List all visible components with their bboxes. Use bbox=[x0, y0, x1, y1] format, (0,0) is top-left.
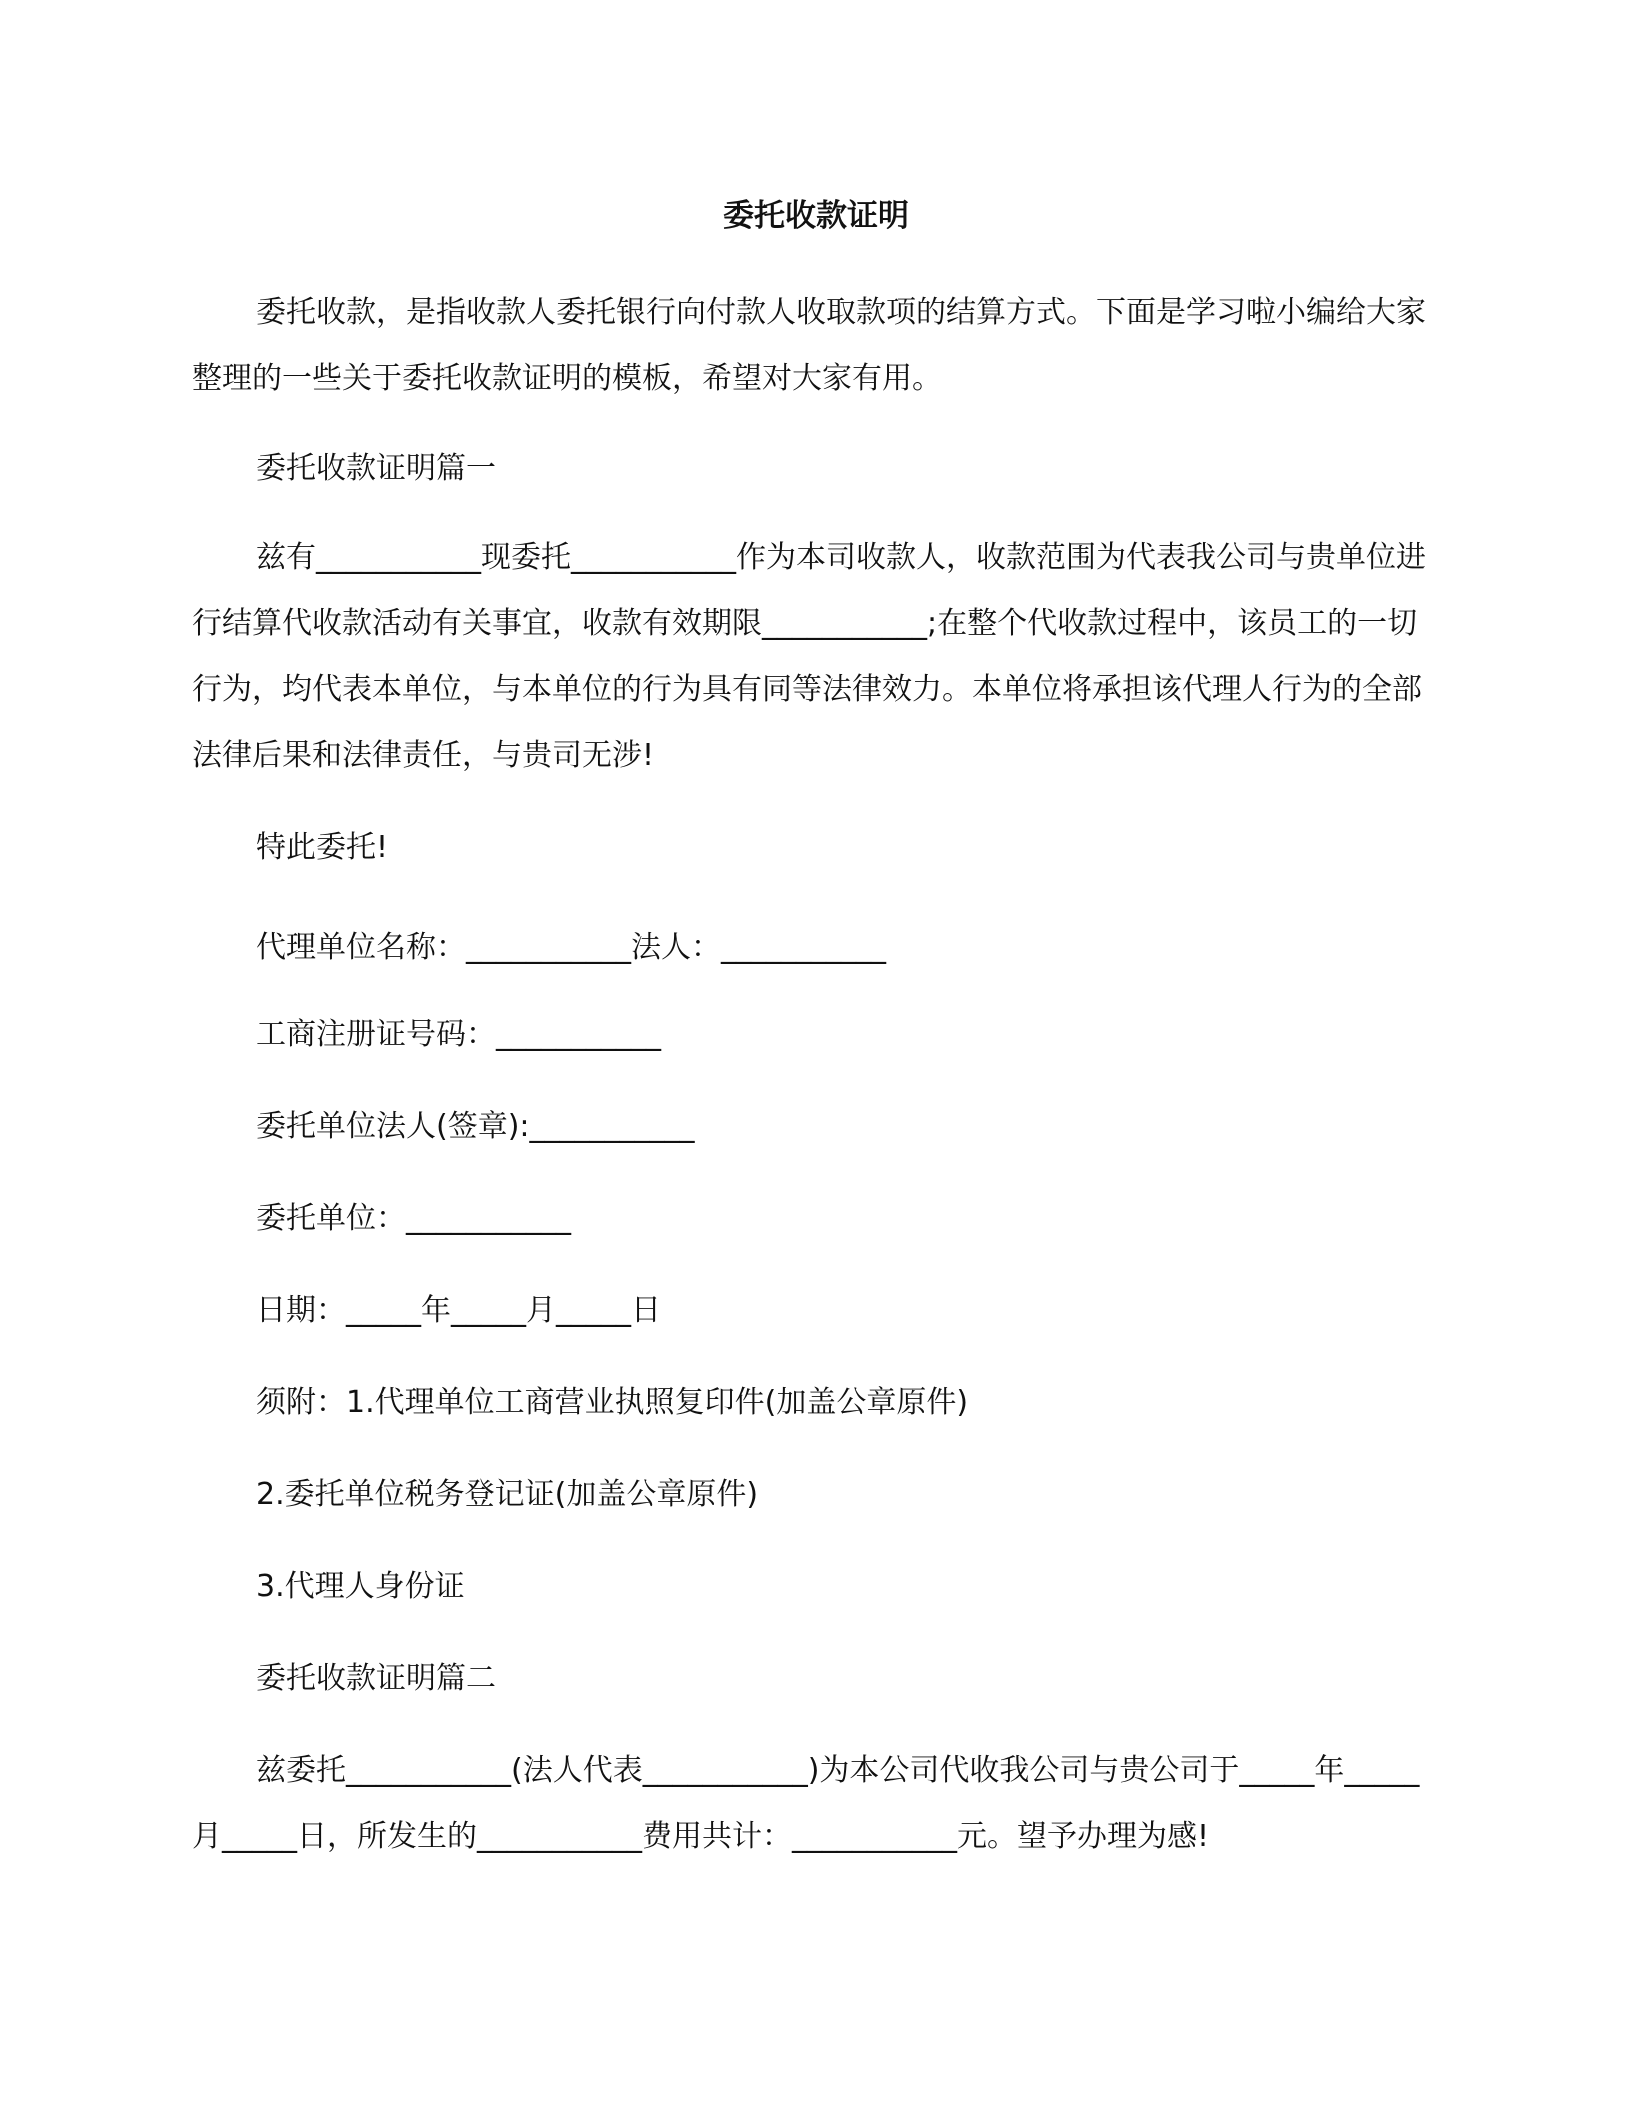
intro-paragraph: 委托收款，是指收款人委托银行向付款人收取款项的结算方式。下面是学习啦小编给大家整理的一些关于委托收款证明的模板，希望对大家有用。 bbox=[192, 295, 1426, 396]
section1-closing: 特此委托! bbox=[256, 830, 389, 865]
section2-heading: 委托收款证明篇二 bbox=[256, 1661, 496, 1696]
principal-legal-line: 委托单位法人(签章):___________ bbox=[256, 1109, 695, 1144]
attachment-2: 2.委托单位税务登记证(加盖公章原件) bbox=[256, 1477, 759, 1512]
section1-heading: 委托收款证明篇一 bbox=[256, 451, 496, 486]
document-title: 委托收款证明 bbox=[723, 198, 909, 234]
section2-body: 兹委托___________(法人代表___________)为本公司代收我公司与贵公司于_____年_____月_____日，所发生的___________费用共计：___________元。望予办理为感! bbox=[192, 1753, 1420, 1854]
registration-line: 工商注册证号码：___________ bbox=[256, 1017, 661, 1052]
section1-body: 兹有___________现委托___________作为本司收款人，收款范围为代表我公司与贵单位进行结算代收款活动有关事宜，收款有效期限___________;在整个代收款过程中，该员工的一切行为，均代表本单位，与本单位的行为具有同等法律效力。本单位将承担该代理人行为的全部法律后果和法律责任，与贵司无涉! bbox=[192, 540, 1426, 773]
agent-unit-line: 代理单位名称：___________法人：___________ bbox=[256, 930, 886, 965]
date-line: 日期：_____年_____月_____日 bbox=[256, 1293, 661, 1328]
principal-unit-line: 委托单位：___________ bbox=[256, 1201, 571, 1236]
attachment-3: 3.代理人身份证 bbox=[256, 1569, 465, 1604]
attachment-1: 须附：1.代理单位工商营业执照复印件(加盖公章原件) bbox=[256, 1385, 969, 1420]
